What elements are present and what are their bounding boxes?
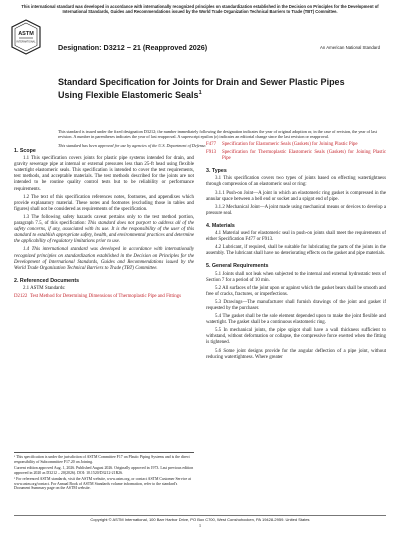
astm-logo	[11, 19, 41, 55]
heading-materials: 4. Materials	[206, 222, 235, 229]
para-5-3: 5.3 Drawings—The manufacturer shall furnish drawings of the joint and gasket if requested by the purchaser.	[206, 299, 386, 311]
footnote-1-edition: Current edition approved Aug. 1, 2026. Published August 2026. Originally approved in 1973. Last previous edition approved in 2020 as D3212 – 20(2026). DOI: 10.1520/D3212-21R26.	[14, 465, 194, 475]
para-1-4: 1.4 This international standard was developed in accordance with internationally recognized principles on standardization established in the Decision on Principles for the Development of International Standards, Guides and Recommendations issued by the World Trade Organization Technical Barriers to Trade (TBT) Committee.	[14, 247, 194, 271]
reference-d2122[interactable]	[14, 294, 194, 300]
para-4-2: 4.2 Lubricant, if required, shall be suitable for lubricating the parts of the joints in the assembly. The lubricant shall have no deteriorating effects on the gasket and pipe materials.	[206, 245, 386, 257]
para-5-6: 5.6 Some joint designs provide for the angular deflection of a pipe joint, without reducing watertightness. Where greater	[206, 348, 386, 360]
reference-title[interactable]: Test Method for Determining Dimensions of Thermoplastic Pipe and Fittings	[30, 293, 182, 299]
american-national-standard-label: An American National Standard	[320, 45, 380, 50]
para-3-1-1: 3.1.1 Push-on Joint—A joint in which an elastomeric ring gasket is compressed in the annular space between a bell end or socket and a spigot end of pipe.	[206, 190, 386, 202]
heading-general-requirements: 5. General Requirements	[206, 263, 269, 270]
para-1-2: 1.2 The text of this specification references notes, footnotes, and appendixes which provide explanatory material. These notes and footnotes (excluding those in tables and figures) shall not be considered as requirements of the specification.	[14, 194, 194, 212]
copyright-line: Copyright © ASTM International, 100 Barr Harbor Drive, PO Box C700, West Conshohocken, PA 19428-2959. United States	[14, 515, 386, 522]
right-column	[206, 142, 386, 363]
heading-scope: 1. Scope	[14, 148, 36, 154]
para-1-3-caveat: This standard does not purport to address all of the safety concerns, if any, associated with its use. It is the responsibility of the user of this standard to establish appropriate safety, health, and environmental practices and determine the applicability of regulatory limitations prior to use.	[14, 221, 194, 245]
heading-referenced-documents: 2. Referenced Documents	[14, 277, 80, 284]
document-title	[58, 77, 348, 100]
heading-types: 3. Types	[206, 168, 227, 175]
para-2-1: 2.1 ASTM Standards:	[23, 285, 66, 291]
para-1-1: 1.1 This specification covers joints for plastic pipe systems intended for drain, and gravity sewerage pipe at internal or external pressures less than 25-ft head using flexible watertight elastomeric seals. This specification is intended to cover the test requirements, test methods, and acceptable materials. The test methods described for the joints are not intended to be routine quality control tests but to be reliability or performance requirements.	[14, 156, 194, 192]
reference-code[interactable]: D2122	[14, 293, 28, 299]
reference-title[interactable]: Specification for Elastomeric Seals (Gaskets) for Joining Plastic Pipe	[222, 142, 358, 147]
footnotes	[14, 452, 194, 492]
reference-code[interactable]: F913	[206, 150, 217, 156]
designation: Designation: D3212 − 21 (Reapproved 2026)	[58, 43, 208, 52]
para-3-1-2: 3.1.2 Mechanical Joint—A joint made using mechanical means or devices to develop a pressure seal.	[206, 204, 386, 216]
title-text: Standard Specification for Joints for Drain and Sewer Plastic Pipes Using Flexible Elastomeric Seals	[58, 77, 345, 100]
svg-text:ASTM: ASTM	[18, 31, 34, 37]
dod-note: This standard has been approved for use by agencies of the U.S. Department of Defense.	[58, 142, 207, 148]
para-4-1: 4.1 Material used for elastomeric seal in push-on joints shall meet the requirements of either Specification F477 or F913.	[206, 231, 386, 243]
para-1-3	[14, 215, 194, 245]
para-5-1: 5.1 Joints shall not leak when subjected to the internal and external hydrostatic tests of Section 7 for a period of 10 min.	[206, 271, 386, 283]
reference-code[interactable]: F477	[206, 142, 217, 147]
para-5-2: 5.2 All surfaces of the joint upon or against which the gasket bears shall be smooth and free of cracks, fractures, or imperfections.	[206, 285, 386, 297]
para-3-1: 3.1 This specification covers two types of joints based on effecting watertightness through compression of an elastomeric seal or ring:	[206, 176, 386, 188]
top-notice: This international standard was developed in accordance with internationally recognized principles on standardization established in the Decision on Principles for the Development of International Standards, Guides and Recommendations issued by the World Trade Organization Technical Barriers to Trade (TBT) Committee.	[21, 4, 379, 14]
para-5-4: 5.4 The gasket shall be the sole element depended upon to make the joint flexible and watertight. The gasket shall be a continuous elastomeric ring.	[206, 314, 386, 326]
title-footnote-mark[interactable]: 1	[198, 89, 202, 96]
svg-text:INTERNATIONAL: INTERNATIONAL	[16, 40, 36, 44]
reference-f477[interactable]	[206, 142, 386, 148]
left-column	[14, 142, 194, 302]
reference-title[interactable]: Specification for Thermoplastic Elastomeric Seals (Gaskets) for Joining Plastic Pipe	[222, 150, 386, 162]
para-1-3-intro: 1.3 The following safety hazards caveat pertains only to the test method portion, paragraph 7.5, of this specification:	[14, 214, 194, 227]
designation-note: This standard is issued under the fixed designation D3212; the number immediately following the designation indicates the year of original adoption or, in the case of revision, the year of last revision. A number in parentheses indicates the year of last reapproval. A superscript epsilon (ε) indicates an editorial change since the last revision or reapproval.	[58, 129, 377, 140]
para-5-5: 5.5 In mechanical joints, the pipe spigot shall have a wall thickness sufficient to withstand, without deformation or collapse, the compressive force exerted when the fitting is tightened.	[206, 328, 386, 346]
reference-f913[interactable]	[206, 150, 386, 162]
page-number: 1	[198, 523, 202, 528]
footnote-1: ¹ This specification is under the jurisdiction of ASTM Committee F17 on Plastic Piping Systems and is the direct responsibility of Subcommittee F17.20 on Joining.	[14, 455, 190, 464]
footnote-2: ² For referenced ASTM standards, visit the ASTM website, www.astm.org, or contact ASTM Customer Service at www.astm.org/contact. For Annual Book of ASTM Standards volume information, refer to the standard's Document Summary page on the ASTM website.	[14, 476, 191, 491]
